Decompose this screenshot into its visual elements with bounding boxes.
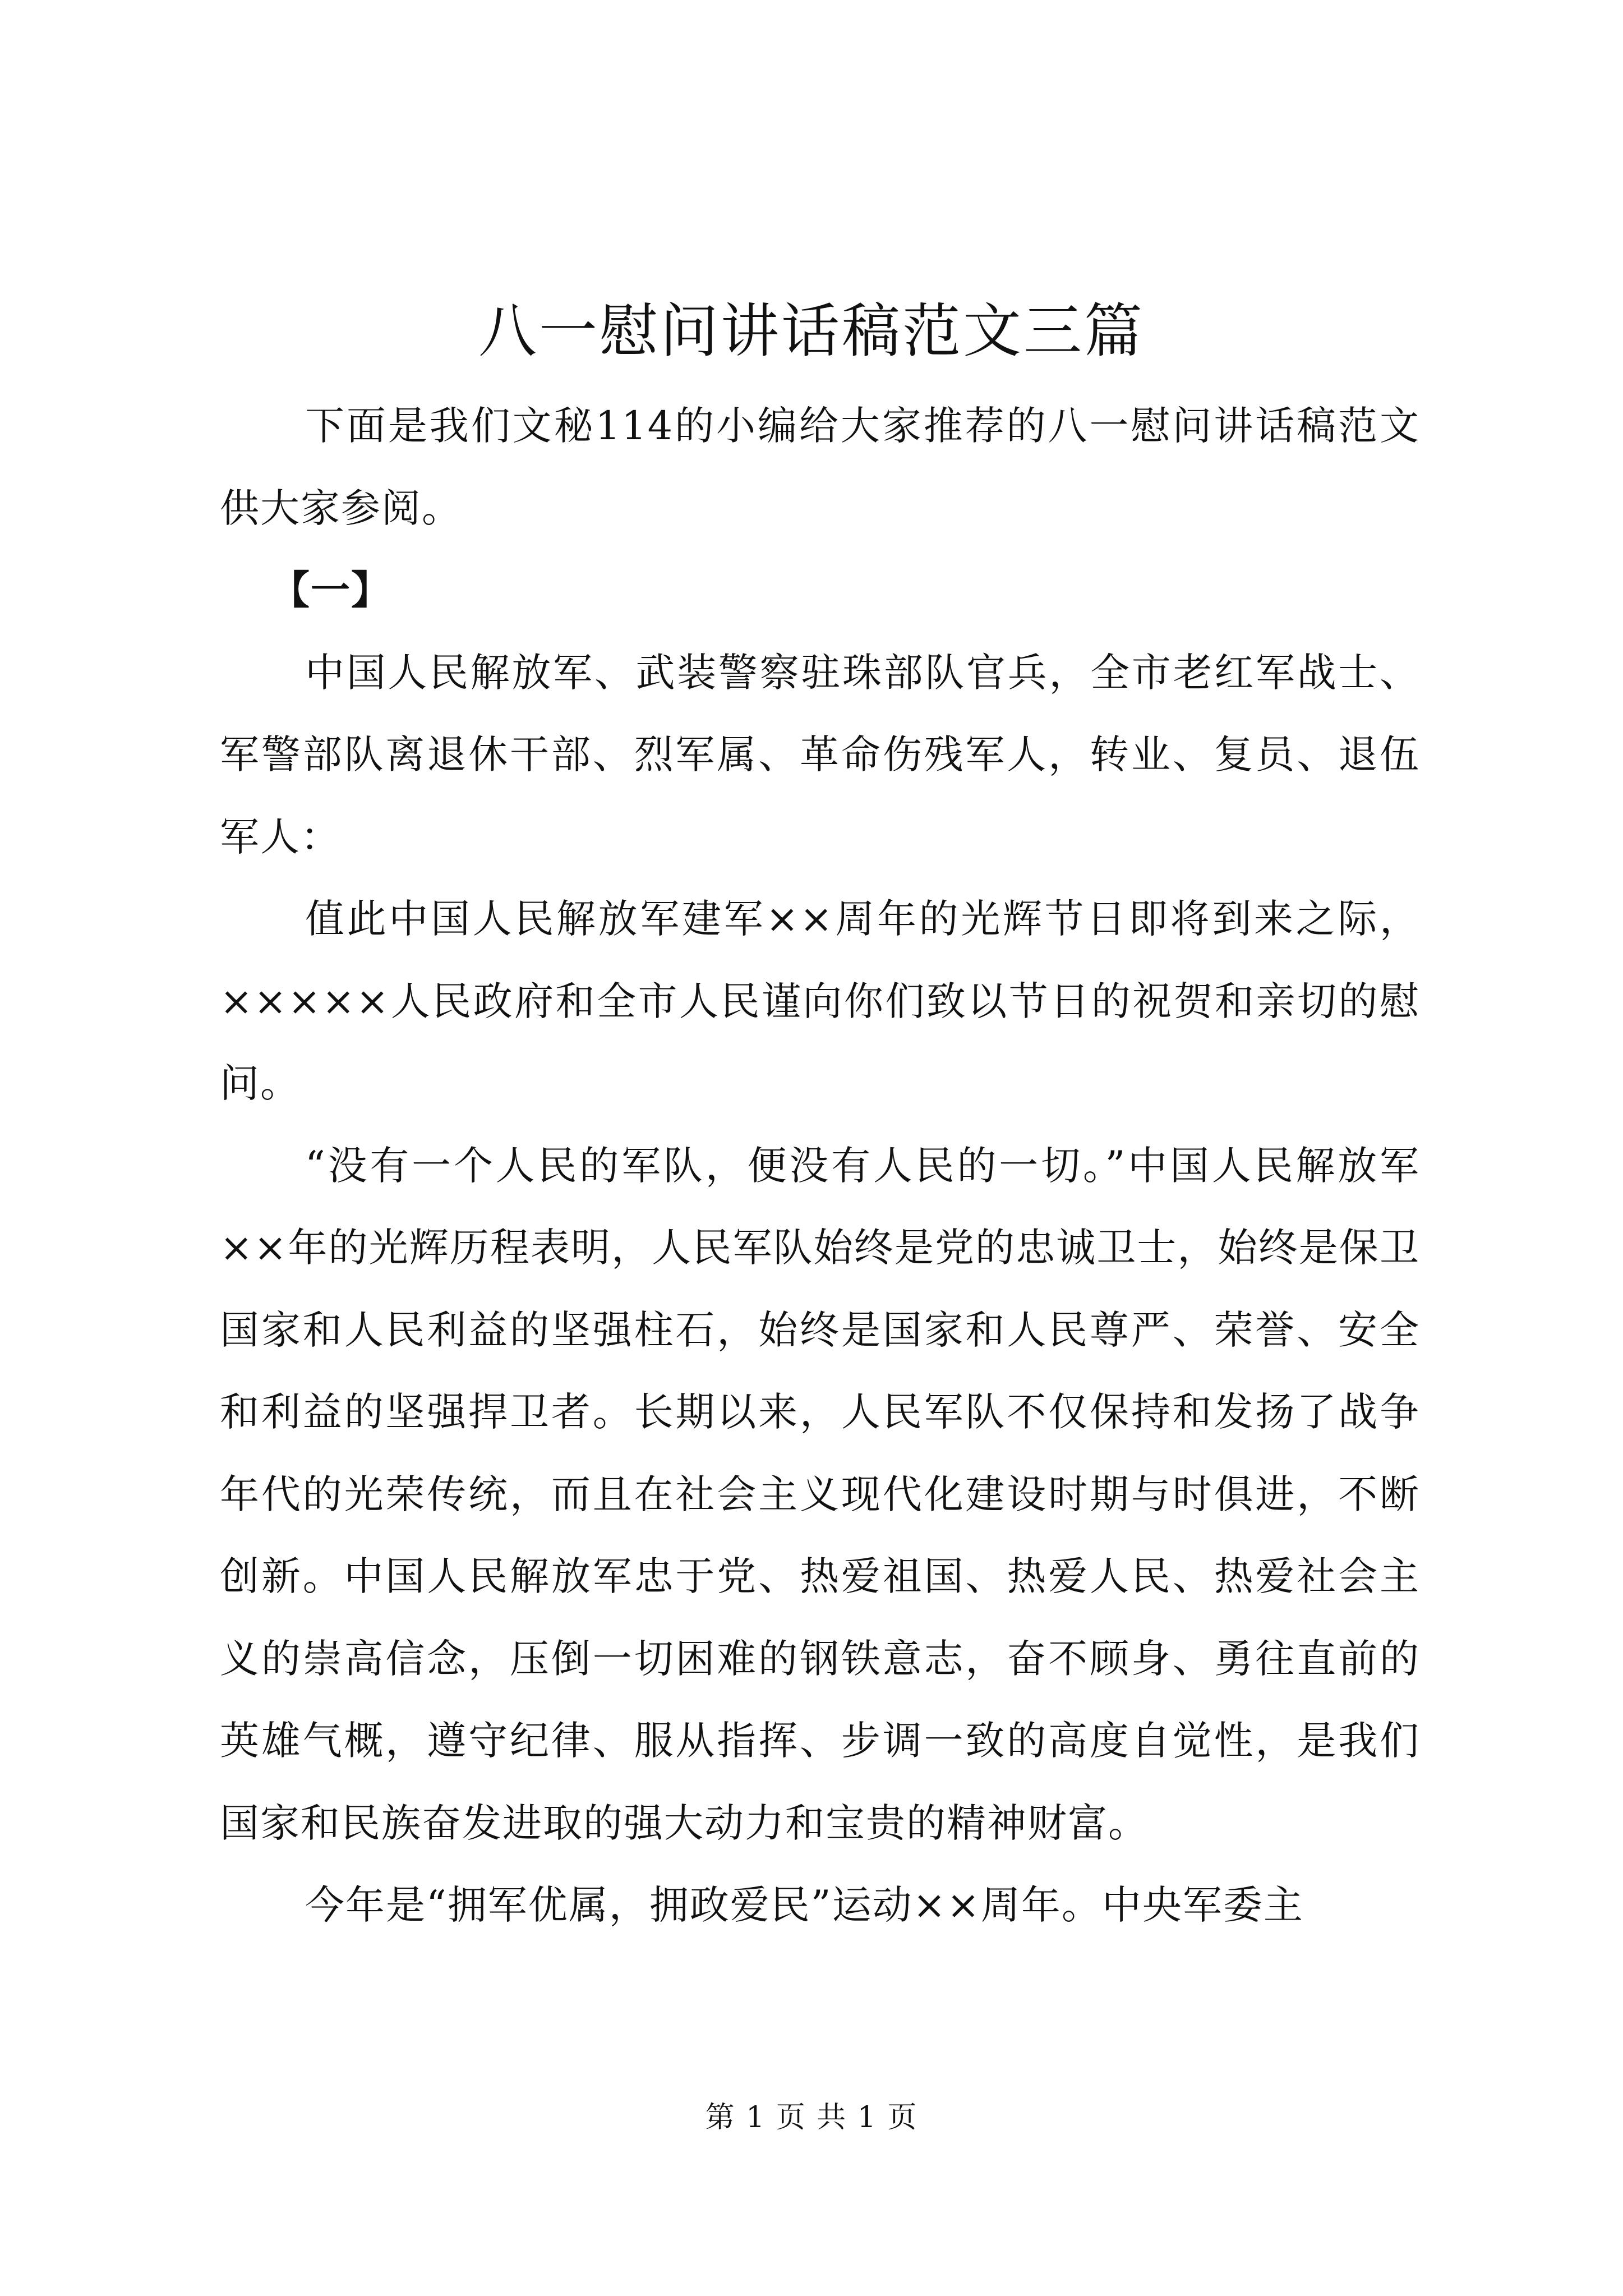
intro-paragraph: 下面是我们文秘114的小编给大家推荐的八一慰问讲话稿范文供大家参阅。 [220, 403, 1420, 531]
body-paragraph: 今年是“拥军优属，拥政爱民”运动××周年。中央军委主 [305, 1882, 1304, 1928]
section-heading: 【一】 [270, 567, 391, 613]
body-paragraph: “没有一个人民的军队，便没有人民的一切。”中国人民解放军××年的光辉历程表明，人民军队始终是党的忠诚卫士，始终是保卫国家和人民利益的坚强柱石，始终是国家和人民尊严、荣誉、安全和利益的坚强捍卫者。长期以来，人民军队不仅保持和发扬了战争年代的光荣传统，而且在社会主义现代化建设时期与时俱进，不断创新。中国人民解放军忠于党、热爱祖国、热爱人民、热爱社会主义的崇高信念，压倒一切困难的钢铁意志，奋不顾身、勇往直前的英雄气概，遵守纪律、服从指挥、步调一致的高度自觉性，是我们国家和民族奋发进取的强大动力和宝贵的精神财富。 [220, 1142, 1420, 1846]
document-body [220, 385, 1420, 1947]
page-footer: 第 1 页 共 1 页 [705, 2101, 918, 2134]
salutation-paragraph: 中国人民解放军、武装警察驻珠部队官兵，全市老红军战士、军警部队离退休干部、烈军属、革命伤残军人，转业、复员、退伍军人： [220, 649, 1420, 860]
greeting-paragraph: 值此中国人民解放军建军××周年的光辉节日即将到来之际，×××××人民政府和全市人民谨向你们致以节日的祝贺和亲切的慰问。 [220, 896, 1420, 1106]
document-title: 八一慰问讲话稿范文三篇 [478, 297, 1145, 365]
